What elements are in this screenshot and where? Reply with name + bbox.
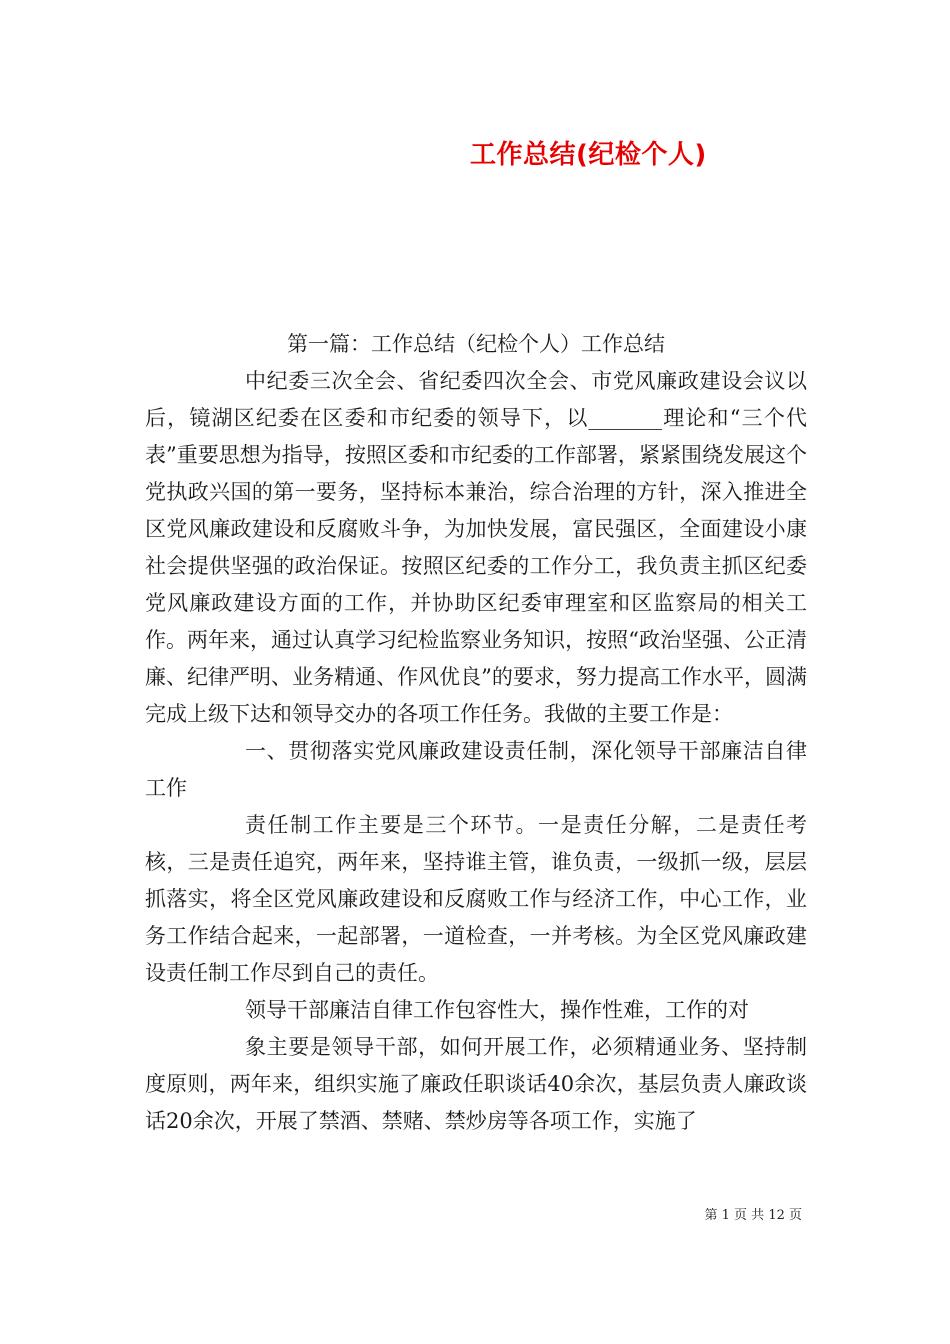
section-heading: 第一篇：工作总结（纪检个人）工作总结 — [287, 332, 665, 356]
paragraph-heading-one: 一、贯彻落实党风廉政建设责任制，深化领导干部廉洁自律工作 — [145, 739, 807, 800]
paragraph-self-discipline: 领导干部廉洁自律工作包容性大，操作性难，工作的对 — [245, 998, 749, 1022]
paragraph-responsibility: 责任制工作主要是三个环节。一是责任分解，二是责任考核，三是责任追究，两年来，坚持谁主管，谁负责，一级抓一级，层层抓落实，将全区党风廉政建设和反腐败工作与经济工作，中心工作，业务工作结合起来，一起部署，一道检查，一并考核。为全区党风廉政建设责任制工作尽到自己的责任。 — [145, 813, 807, 985]
paragraph-intro: 中纪委三次全会、省纪委四次全会、市党风廉政建设会议以后，镜湖区纪委在区委和市纪委的领导下，以_______理论和“三个代表”重要思想为指导，按照区委和市纪委的工作部署，紧紧围绕发展这个党执政兴国的第一要务，坚持标本兼治，综合治理的方针，深入推进全区党风廉政建设和反腐败斗争，为加快发展，富民强区，全面建设小康社会提供坚强的政治保证。按照区纪委的工作分工，我负责主抓区纪委党风廉政建设方面的工作，并协助区纪委审理室和区监察局的相关工作。两年来，通过认真学习纪检监察业务知识，按照“政治坚强、公正清廉、纪律严明、业务精通、作风优良”的要求，努力提高工作水平，圆满完成上级下达和领导交办的各项工作任务。我做的主要工作是： — [145, 369, 807, 726]
document-body — [145, 326, 807, 1140]
paragraph-target: 象主要是领导干部，如何开展工作，必须精通业务、坚持制度原则，两年来，组织实施了廉政任职谈话40余次，基层负责人廉政谈话20余次，开展了禁酒、禁赌、禁炒房等各项工作，实施了 — [145, 1035, 807, 1133]
page-number-footer: 第 1 页 共 12 页 — [704, 1208, 802, 1223]
document-title: 工作总结(纪检个人) — [470, 140, 707, 170]
